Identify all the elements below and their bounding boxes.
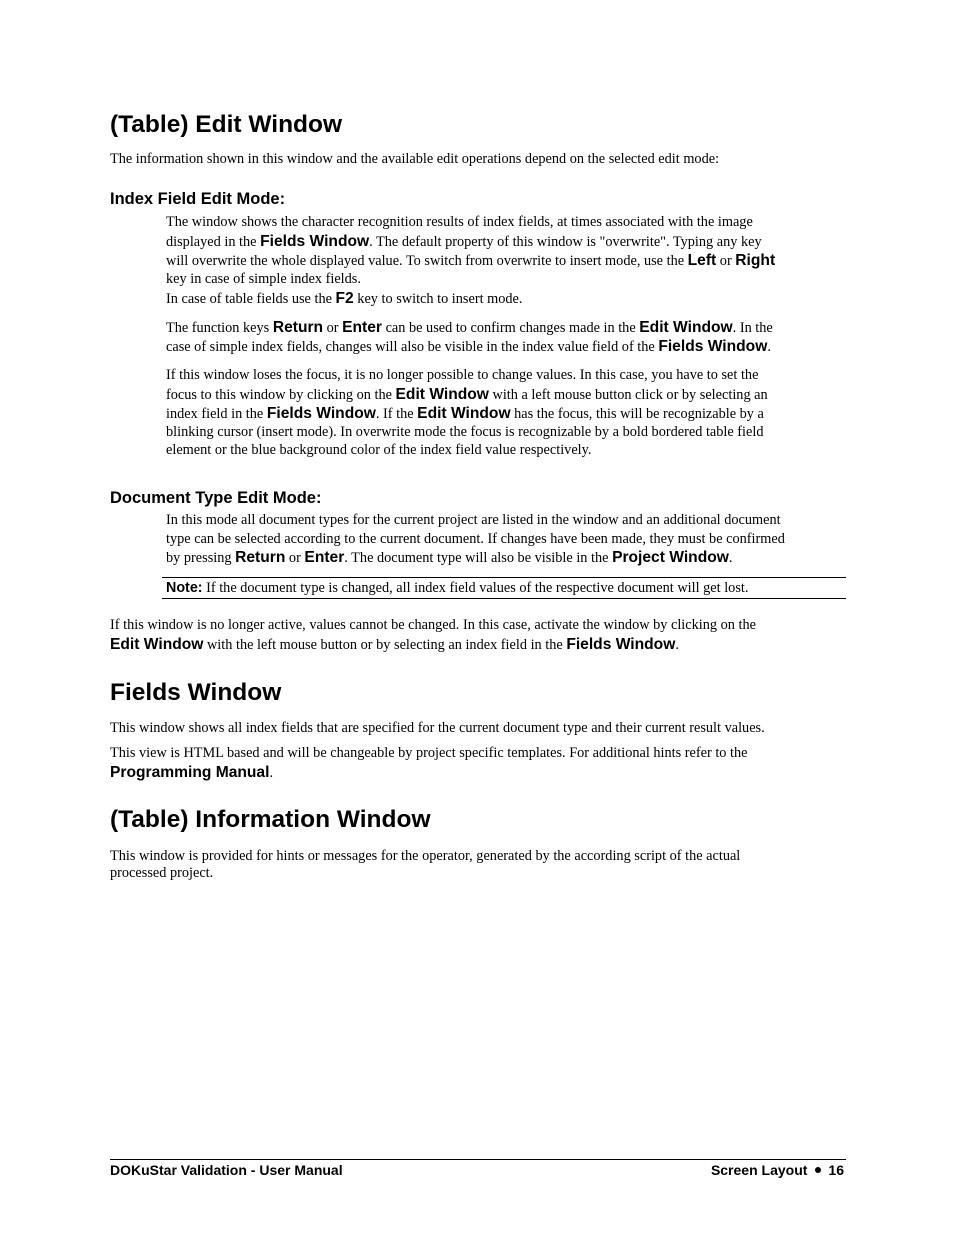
footer-manual-title: DOKuStar Validation - User Manual [110,1162,343,1178]
heading-index-field-edit-mode: Index Field Edit Mode: [110,190,286,208]
text-line: type can be selected according to the current document. If changes have been made, they must be confirmed [166,531,785,547]
text-line: The function keys Return or Enter can be used to confirm changes made in the Edit Window. In the [166,319,773,336]
text-line: element or the blue background color of the index field value respectively. [166,442,592,458]
key-term: Enter [304,549,345,566]
note-label: Note: [166,580,203,596]
heading-fields-window: Fields Window [110,679,282,706]
text-line: case of simple index fields, changes will also be visible in the index value field of the Fields Window. [166,338,771,355]
text-line: In this mode all document types for the current project are listed in the window and an additional document [166,512,781,528]
text-line: Edit Window with the left mouse button or by selecting an index field in the Fields Window. [110,636,679,653]
note-box [162,577,846,599]
key-term: F2 [335,290,354,307]
text-line: will overwrite the whole displayed value. To switch from overwrite to insert mode, use the Left or Right [166,252,776,269]
ui-term: Edit Window [110,636,204,653]
ui-term: Project Window [612,549,729,566]
key-term: Right [735,252,776,269]
ui-term: Edit Window [395,386,489,403]
key-term: Left [687,252,717,269]
key-term: Return [235,549,286,566]
ui-term: Fields Window [266,405,376,422]
doc-reference: Programming Manual [110,764,270,781]
text-line: by pressing Return or Enter. The document type will also be visible in the Project Window. [166,549,733,566]
note-text: Note: If the document type is changed, all index field values of the respective document will get lost. [166,580,749,596]
text-line: key in case of simple index fields. [166,271,361,287]
text-line: This window is provided for hints or messages for the operator, generated by the according script of the actual [110,848,741,864]
ui-term: Edit Window [639,319,733,336]
text-line: If this window is no longer active, values cannot be changed. In this case, activate the window by clicking on the [110,617,756,633]
text-line: focus to this window by clicking on the Edit Window with a left mouse button click or by selecting an [166,386,768,403]
ui-term: Fields Window [566,636,676,653]
key-term: Enter [342,319,382,336]
heading-table-edit-window: (Table) Edit Window [110,111,343,138]
ui-term: Fields Window [260,233,370,250]
ui-term: Edit Window [417,405,511,422]
fields-paragraph-1: This window shows all index fields that are specified for the current document type and their current result values. [110,720,765,736]
footer-page-info [711,1162,844,1179]
heading-document-type-edit-mode: Document Type Edit Mode: [110,489,322,507]
bullet-icon [815,1167,821,1173]
text-line: The window shows the character recognition results of index fields, at times associated with the image [166,214,753,230]
text-line: If this window loses the focus, it is no longer possible to change values. In this case, you have to set the [166,367,759,383]
text-line: blinking cursor (insert mode). In overwrite mode the focus is recognizable by a bold bordered table field [166,424,764,440]
text-line: displayed in the Fields Window. The default property of this window is "overwrite". Typing any key [166,233,762,250]
text-line: In case of table fields use the F2 key to switch to insert mode. [166,290,523,307]
footer-divider [110,1159,846,1160]
key-term: Return [272,319,324,336]
page-number: 16 [828,1162,844,1178]
footer-section-name: Screen Layout [710,1162,808,1178]
edit-intro: The information shown in this window and the available edit operations depend on the selected edit mode: [110,151,720,167]
text-line: This view is HTML based and will be changeable by project specific templates. For additional hints refer to the [110,745,748,761]
text-line: index field in the Fields Window. If the Edit Window has the focus, this will be recognizable by a [166,405,764,422]
text-line: Programming Manual. [110,764,274,781]
ui-term: Fields Window [658,338,768,355]
text-line: processed project. [110,865,214,881]
heading-table-information-window: (Table) Information Window [110,806,431,833]
